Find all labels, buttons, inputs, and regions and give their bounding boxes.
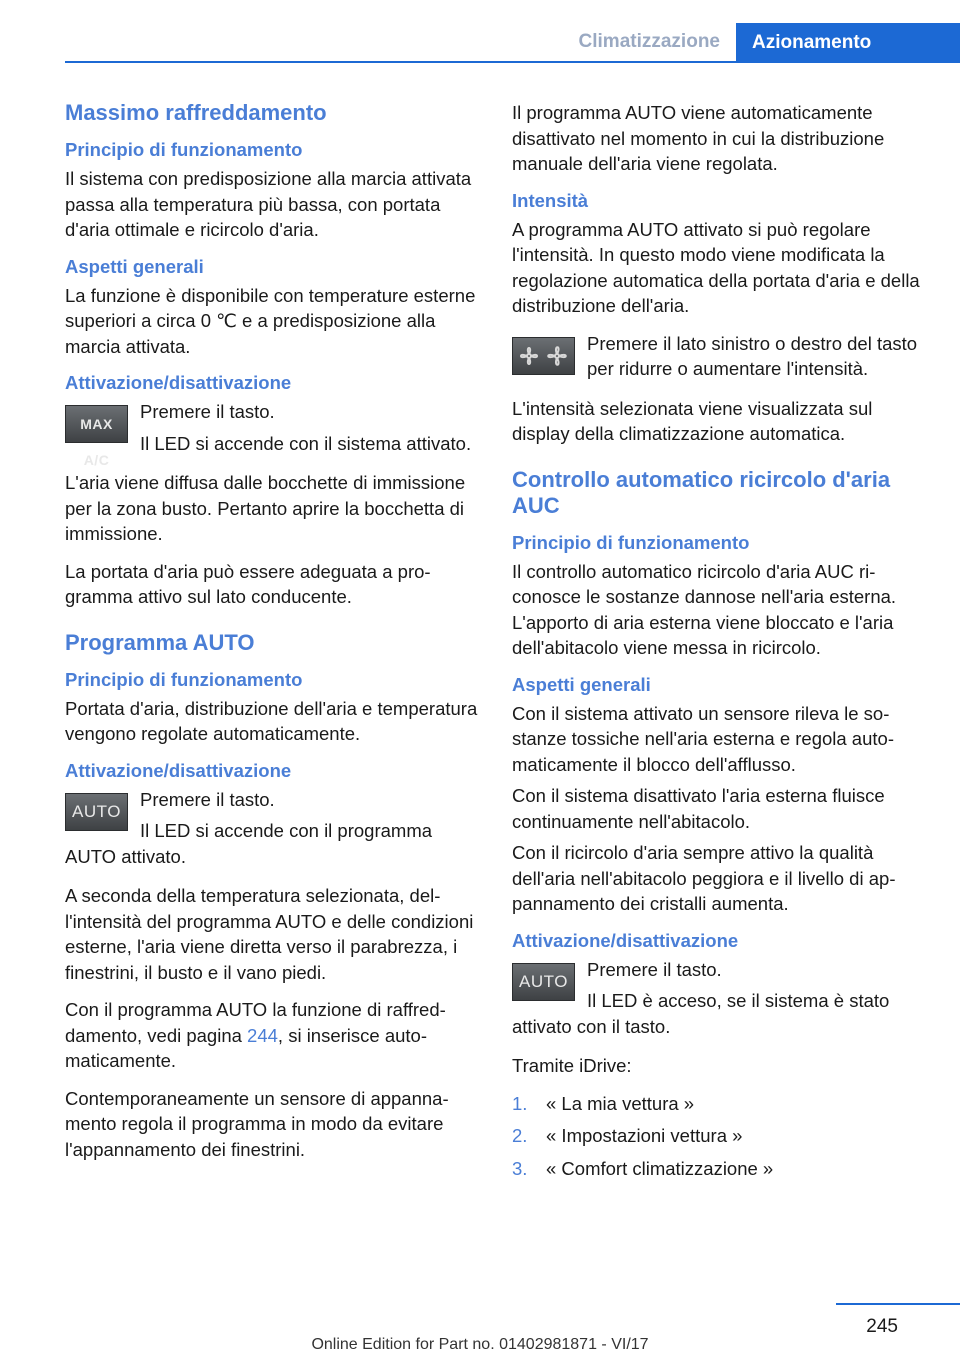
instruction-text: Il LED si accende con il sistema attivato. — [140, 432, 472, 454]
auto-button-image: AUTO — [65, 793, 128, 831]
paragraph: L'aria viene diffusa dalle bocchette di immissione per la zona busto. Pertanto aprire la bocchetta di immissione. — [65, 472, 466, 544]
max-ac-button-image: MAX A/C — [65, 405, 128, 443]
subheading-principio: Principio di funzionamento — [65, 668, 303, 690]
right-column — [512, 100, 926, 1188]
paragraph: A seconda della temperatura selezionata, dell'intensità del programma AUTO e delle condizioni esterne, l'aria viene diretta verso il parabrezza, i finestrini, il busto e il vano piedi. — [65, 885, 474, 983]
text: Con il programma AUTO la funzione di raffreddamento, vedi pagina — [65, 999, 446, 1046]
paragraph: Contemporaneamente un sensore di appannamento regola il programma in modo da evitare l'appannamento dei finestrini. — [65, 1087, 449, 1160]
instruction-text: Premere il tasto. — [587, 958, 722, 980]
subheading-intensita: Intensità — [512, 189, 589, 211]
subheading-principio: Principio di funzionamento — [512, 531, 750, 553]
paragraph: Con il sistema disattivato l'aria esterna fluisce continuamente nell'abitacolo. — [512, 785, 885, 832]
paragraph: Con il ricircolo d'aria sempre attivo la qualità dell'aria nell'abitacolo peggiora e il livello di appannamento dei cristalli aumenta. — [512, 842, 896, 914]
instruction-text: Il LED si accende con il programma AUTO attivato. — [65, 820, 433, 867]
page-link[interactable]: 244 — [247, 1024, 278, 1046]
list-item — [512, 1123, 926, 1149]
instruction-text: Premere il tasto. — [140, 401, 275, 422]
auto-button-image: AUTO — [512, 963, 575, 1001]
fan-icon — [513, 338, 574, 374]
left-column — [65, 100, 479, 1174]
list-item — [512, 1156, 926, 1182]
fan-intensity-button-image — [512, 337, 575, 375]
paragraph: La funzione è disponibile con temperature esterne superiori a circa 0 ℃ e a predisposizione alla marcia attivata. — [65, 284, 476, 357]
step-text: « Impostazioni vettura » — [546, 1125, 743, 1146]
button-instruction — [512, 957, 926, 1046]
paragraph: Il controllo automatico ricircolo d'aria AUC riconosce le sostanze dannose nell'aria esterna. L'apporto di aria esterna viene bloccato e l'aria dell'abitacolo viene messa in ricircolo. — [512, 560, 897, 658]
step-text: « La mia vettura » — [546, 1092, 695, 1114]
page-header — [0, 23, 960, 63]
page-number-rule — [836, 1303, 960, 1305]
instruction-text: Premere il lato sinistro o destro del tasto per ridurre o aumentare l'intensità. — [587, 332, 918, 379]
instruction-text: Il LED è acceso, se il sistema è stato attivato con il tasto. — [512, 990, 890, 1037]
paragraph: Tramite iDrive: — [512, 1055, 632, 1076]
instruction-text: Premere il tasto. — [140, 788, 275, 810]
list-item — [512, 1091, 926, 1117]
subheading-aspetti-generali: Aspetti generali — [512, 673, 651, 695]
paragraph: L'intensità selezionata viene visualizzata sul display della climatizzazione automatica. — [512, 397, 873, 444]
paragraph: Il sistema con predisposizione alla marcia attivata passa alla temperatura più bassa, con portata d'aria ottimale e ricircolo d'aria. — [65, 168, 472, 240]
heading-auc: Controllo automatico ricircolo d'aria AUC — [512, 466, 891, 518]
subheading-attivazione: Attivazione/disattivazione — [65, 372, 292, 393]
subheading-aspetti-generali: Aspetti generali — [65, 255, 204, 277]
header-section-title: Climatizzazione — [578, 31, 720, 52]
subheading-attivazione: Attivazione/disattivazione — [512, 929, 739, 951]
header-chapter-tab: Azionamento — [736, 23, 960, 63]
subheading-principio: Principio di funzionamento — [65, 139, 303, 160]
paragraph: A programma AUTO attivato si può regolare l'intensità. In questo modo viene modificata la regolazione automatica della portata d'aria e della distribuzione dell'aria. — [512, 218, 920, 316]
paragraph: Con il sistema attivato un sensore rileva le sostanze tossiche nell'aria esterna e regola automaticamente il blocco dell'afflusso. — [512, 702, 894, 775]
button-instruction — [65, 787, 479, 876]
paragraph: Portata d'aria, distribuzione dell'aria e temperatura vengono regolate automaticamente. — [65, 697, 478, 744]
step-number: 1. — [512, 1092, 528, 1114]
heading-programma-auto: Programma AUTO — [65, 629, 255, 655]
page-number: 245 — [866, 1316, 898, 1337]
step-number: 2. — [512, 1125, 528, 1146]
heading-massimo-raffreddamento: Massimo raffreddamento — [65, 100, 327, 125]
paragraph: Il programma AUTO viene automaticamente disattivato nel momento in cui la distribuzione manuale dell'aria viene regolata. — [512, 102, 885, 174]
footer-edition: Online Edition for Part no. 01402981871 - VI/17 — [311, 1336, 649, 1353]
idrive-steps-list — [512, 1091, 926, 1182]
paragraph-with-link — [65, 997, 479, 1074]
step-number: 3. — [512, 1157, 528, 1179]
step-text: « Comfort climatizzazione » — [546, 1157, 774, 1179]
text: , si inserisce automaticamente. — [65, 1024, 428, 1071]
button-instruction — [65, 399, 479, 468]
button-instruction — [512, 331, 926, 388]
paragraph: La portata d'aria può essere adeguata a programma attivo sul lato conducente. — [65, 560, 431, 607]
subheading-attivazione: Attivazione/disattivazione — [65, 759, 292, 781]
